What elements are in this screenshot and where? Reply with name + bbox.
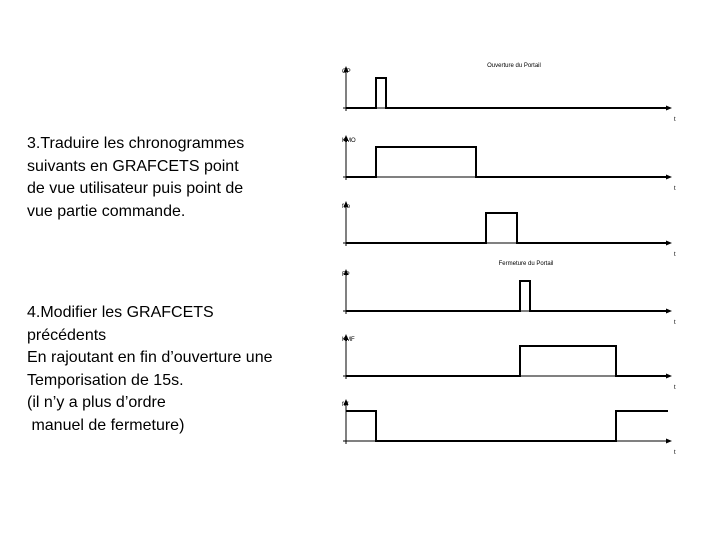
question-4-line: précédents [27, 326, 107, 344]
question-4-line: 4.Modifier les GRAFCETS [27, 304, 214, 321]
question-4-line: (il n’y a plus d’ordre [27, 394, 166, 411]
time-label: t [674, 186, 676, 192]
signal-label: fco [342, 204, 351, 210]
signal-label: KMO [342, 138, 356, 144]
chronogram-title: Ouverture du Portail [487, 63, 541, 69]
time-label: t [674, 320, 676, 326]
time-label: t [674, 117, 676, 123]
time-axis-arrow [666, 439, 672, 444]
question-3-line: 3.Traduire les chronogrammes [27, 135, 245, 152]
signal-label: fcf [342, 402, 349, 408]
signal-waveform [346, 213, 668, 243]
time-label: t [674, 385, 676, 391]
question-4-line: manuel de fermeture) [27, 416, 185, 434]
signal-waveform [346, 281, 668, 311]
question-4-line: En rajoutant en fin d’ouverture une [27, 349, 273, 366]
chronogram-title: Fermeture du Portail [498, 261, 554, 267]
question-3-line: de vue utilisateur puis point de [27, 180, 244, 197]
signal-waveform [346, 346, 668, 376]
time-label: t [674, 450, 676, 456]
signal-waveform [346, 78, 668, 108]
question-3-line: suivants en GRAFCETS point [27, 157, 239, 175]
time-label: t [674, 252, 676, 258]
signal-label: FP [342, 272, 350, 278]
signal-waveform [346, 147, 668, 177]
question-3-line: vue partie commande. [27, 202, 186, 220]
signal-waveform [346, 411, 668, 441]
signal-label: KMF [342, 337, 355, 343]
question-4-line: Temporisation de 15s. [27, 371, 184, 389]
signal-label: OP [342, 69, 351, 75]
